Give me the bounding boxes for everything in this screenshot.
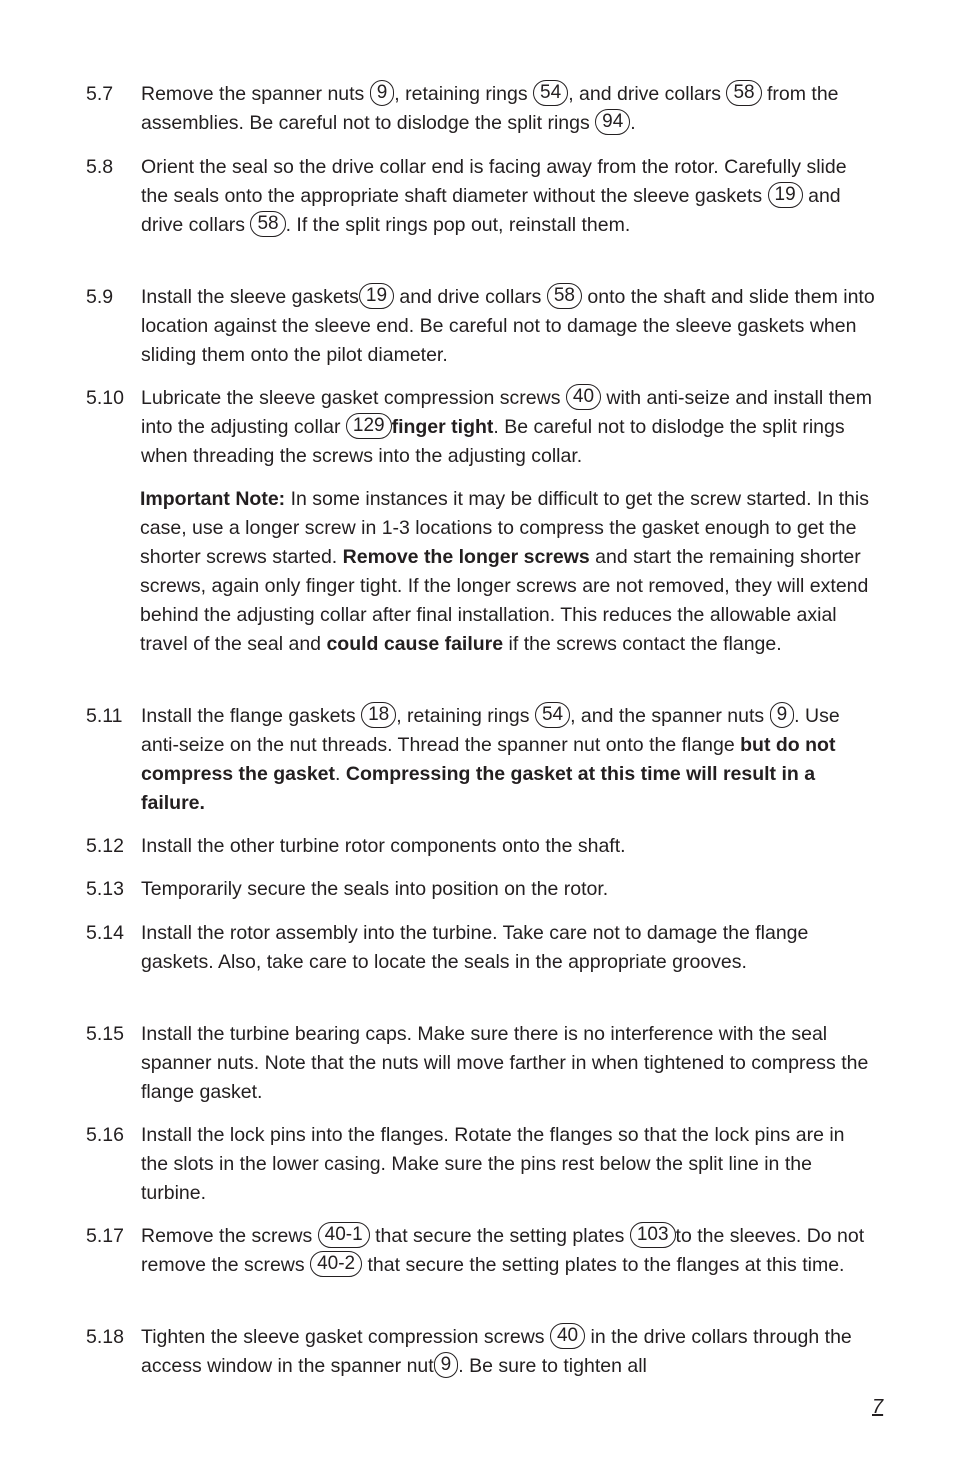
bold-text: could cause failure	[326, 633, 504, 655]
part-callout: 40-2	[310, 1251, 362, 1277]
part-callout: 58	[726, 80, 761, 106]
step-text: . Use anti-seize on the nut threads. Thread the spanner nut onto the flange	[141, 705, 840, 756]
part-callout: 94	[595, 109, 630, 135]
step-body	[141, 1020, 876, 1107]
part-callout: 54	[535, 702, 570, 728]
step-text: Install the flange gaskets	[141, 705, 362, 727]
step-text: In some instances it may be difficult to get the screw started. In this case, use a longer screw in 1-3 locations to compress the gasket enough to get the shorter screws started.	[140, 488, 869, 568]
part-callout: 58	[250, 211, 285, 237]
bold-text: finger tight	[391, 416, 494, 438]
step-text: Remove the spanner nuts	[141, 83, 370, 105]
part-callout: 9	[770, 702, 795, 728]
step-body	[141, 384, 876, 471]
step-text: Temporarily secure the seals into position on the rotor.	[141, 878, 609, 900]
step-text: Install the other turbine rotor components onto the shaft.	[141, 835, 626, 857]
part-callout: 40	[550, 1323, 585, 1349]
step-text: , and drive collars	[568, 83, 727, 105]
step-text: and start the remaining shorter screws, again only finger tight. If the longer screws are not removed, they will extend behind the adjusting collar after final installation. This reduces the allowable axial travel of the seal and	[140, 546, 869, 655]
step-number: 5.16	[86, 1124, 124, 1146]
step-text: Orient the seal so the drive collar end is facing away from the rotor. Carefully slide the seals onto the appropriate shaft diameter without the sleeve gaskets	[141, 156, 847, 207]
step-text: to the sleeves. Do not remove the screws	[141, 1225, 865, 1276]
important-note	[140, 485, 880, 659]
page-number: 7	[872, 1396, 884, 1418]
step-text: , retaining rings	[396, 705, 535, 727]
part-callout: 9	[370, 80, 395, 106]
part-callout: 18	[361, 702, 396, 728]
step-body	[141, 80, 876, 138]
step-body	[141, 1222, 876, 1280]
step-body	[141, 1121, 876, 1208]
step-5-7	[86, 80, 876, 138]
step-body	[141, 875, 876, 904]
step-text: .	[630, 112, 636, 134]
step-text: . If the split rings pop out, reinstall them.	[285, 214, 631, 236]
step-5-10	[86, 384, 876, 471]
step-text: Lubricate the sleeve gasket compression screws	[141, 387, 566, 409]
step-text: that secure the setting plates to the flanges at this time.	[362, 1254, 845, 1276]
step-5-18	[86, 1323, 876, 1381]
step-number: 5.17	[86, 1225, 124, 1247]
step-text: . Be sure to tighten all	[458, 1355, 647, 1377]
step-text: Install the turbine bearing caps. Make sure there is no interference with the seal spanner nuts. Note that the nuts will move farther in when tightened to compress the flange gasket.	[141, 1023, 869, 1103]
step-number: 5.11	[86, 705, 123, 727]
step-number: 5.8	[86, 156, 114, 178]
bold-text: Important Note:	[140, 488, 286, 510]
step-5-8	[86, 153, 876, 240]
part-callout: 9	[434, 1352, 459, 1378]
step-text: .	[335, 763, 346, 785]
step-text: Install the sleeve gaskets	[141, 286, 359, 308]
step-5-11	[86, 702, 876, 818]
step-number: 5.10	[86, 387, 124, 409]
part-callout: 58	[547, 283, 582, 309]
step-text: with anti-seize and install them into the adjusting collar	[141, 387, 872, 438]
step-body	[141, 283, 876, 370]
step-text: Install the lock pins into the flanges. Rotate the flanges so that the lock pins are in the slots in the lower casing. Make sure the pins rest below the split line in the turbine.	[141, 1124, 845, 1204]
step-body	[141, 832, 876, 861]
step-number: 5.12	[86, 835, 124, 857]
bold-text: Compressing the gasket at this time will result in a failure.	[141, 763, 816, 814]
part-callout: 40	[566, 384, 601, 410]
part-callout: 129	[346, 413, 392, 439]
step-number: 5.7	[86, 83, 114, 105]
step-number: 5.15	[86, 1023, 124, 1045]
step-5-9	[86, 283, 876, 370]
step-number: 5.18	[86, 1326, 124, 1348]
step-5-15	[86, 1020, 876, 1107]
step-text: , retaining rings	[394, 83, 534, 105]
step-text: , and the spanner nuts	[570, 705, 770, 727]
step-body	[141, 1323, 876, 1381]
step-text: and drive collars	[394, 286, 547, 308]
part-callout: 54	[533, 80, 568, 106]
bold-text: Remove the longer screws	[342, 546, 590, 568]
step-5-17	[86, 1222, 876, 1280]
part-callout: 103	[630, 1222, 676, 1248]
bold-text: but do not compress the gasket	[141, 734, 836, 785]
step-body	[141, 702, 876, 818]
step-body	[141, 919, 876, 977]
step-number: 5.14	[86, 922, 124, 944]
step-text: Tighten the sleeve gasket compression screws	[141, 1326, 550, 1348]
step-body	[141, 153, 876, 240]
step-text: that secure the setting plates	[369, 1225, 630, 1247]
step-text: . Be careful not to dislodge the split rings when threading the screws into the adjusting collar.	[141, 416, 845, 467]
step-number: 5.13	[86, 878, 124, 900]
step-text: Install the rotor assembly into the turbine. Take care not to damage the flange gaskets. Also, take care to locate the seals in the appropriate grooves.	[141, 922, 809, 973]
step-5-16	[86, 1121, 876, 1208]
step-text: if the screws contact the flange.	[503, 633, 782, 655]
step-text: onto the shaft and slide them into location against the sleeve end. Be careful not to damage the sleeve gaskets when sliding them onto the pilot diameter.	[141, 286, 875, 366]
part-callout: 40-1	[318, 1222, 370, 1248]
step-text: in the drive collars through the access window in the spanner nut	[141, 1326, 852, 1377]
step-text: Remove the screws	[141, 1225, 318, 1247]
step-number: 5.9	[86, 286, 114, 308]
part-callout: 19	[359, 283, 394, 309]
step-5-14	[86, 919, 876, 977]
step-text: and drive collars	[141, 185, 841, 236]
step-text: from the assemblies. Be careful not to dislodge the split rings	[141, 83, 839, 134]
step-5-13	[86, 875, 876, 904]
part-callout: 19	[768, 182, 803, 208]
step-5-12	[86, 832, 876, 861]
